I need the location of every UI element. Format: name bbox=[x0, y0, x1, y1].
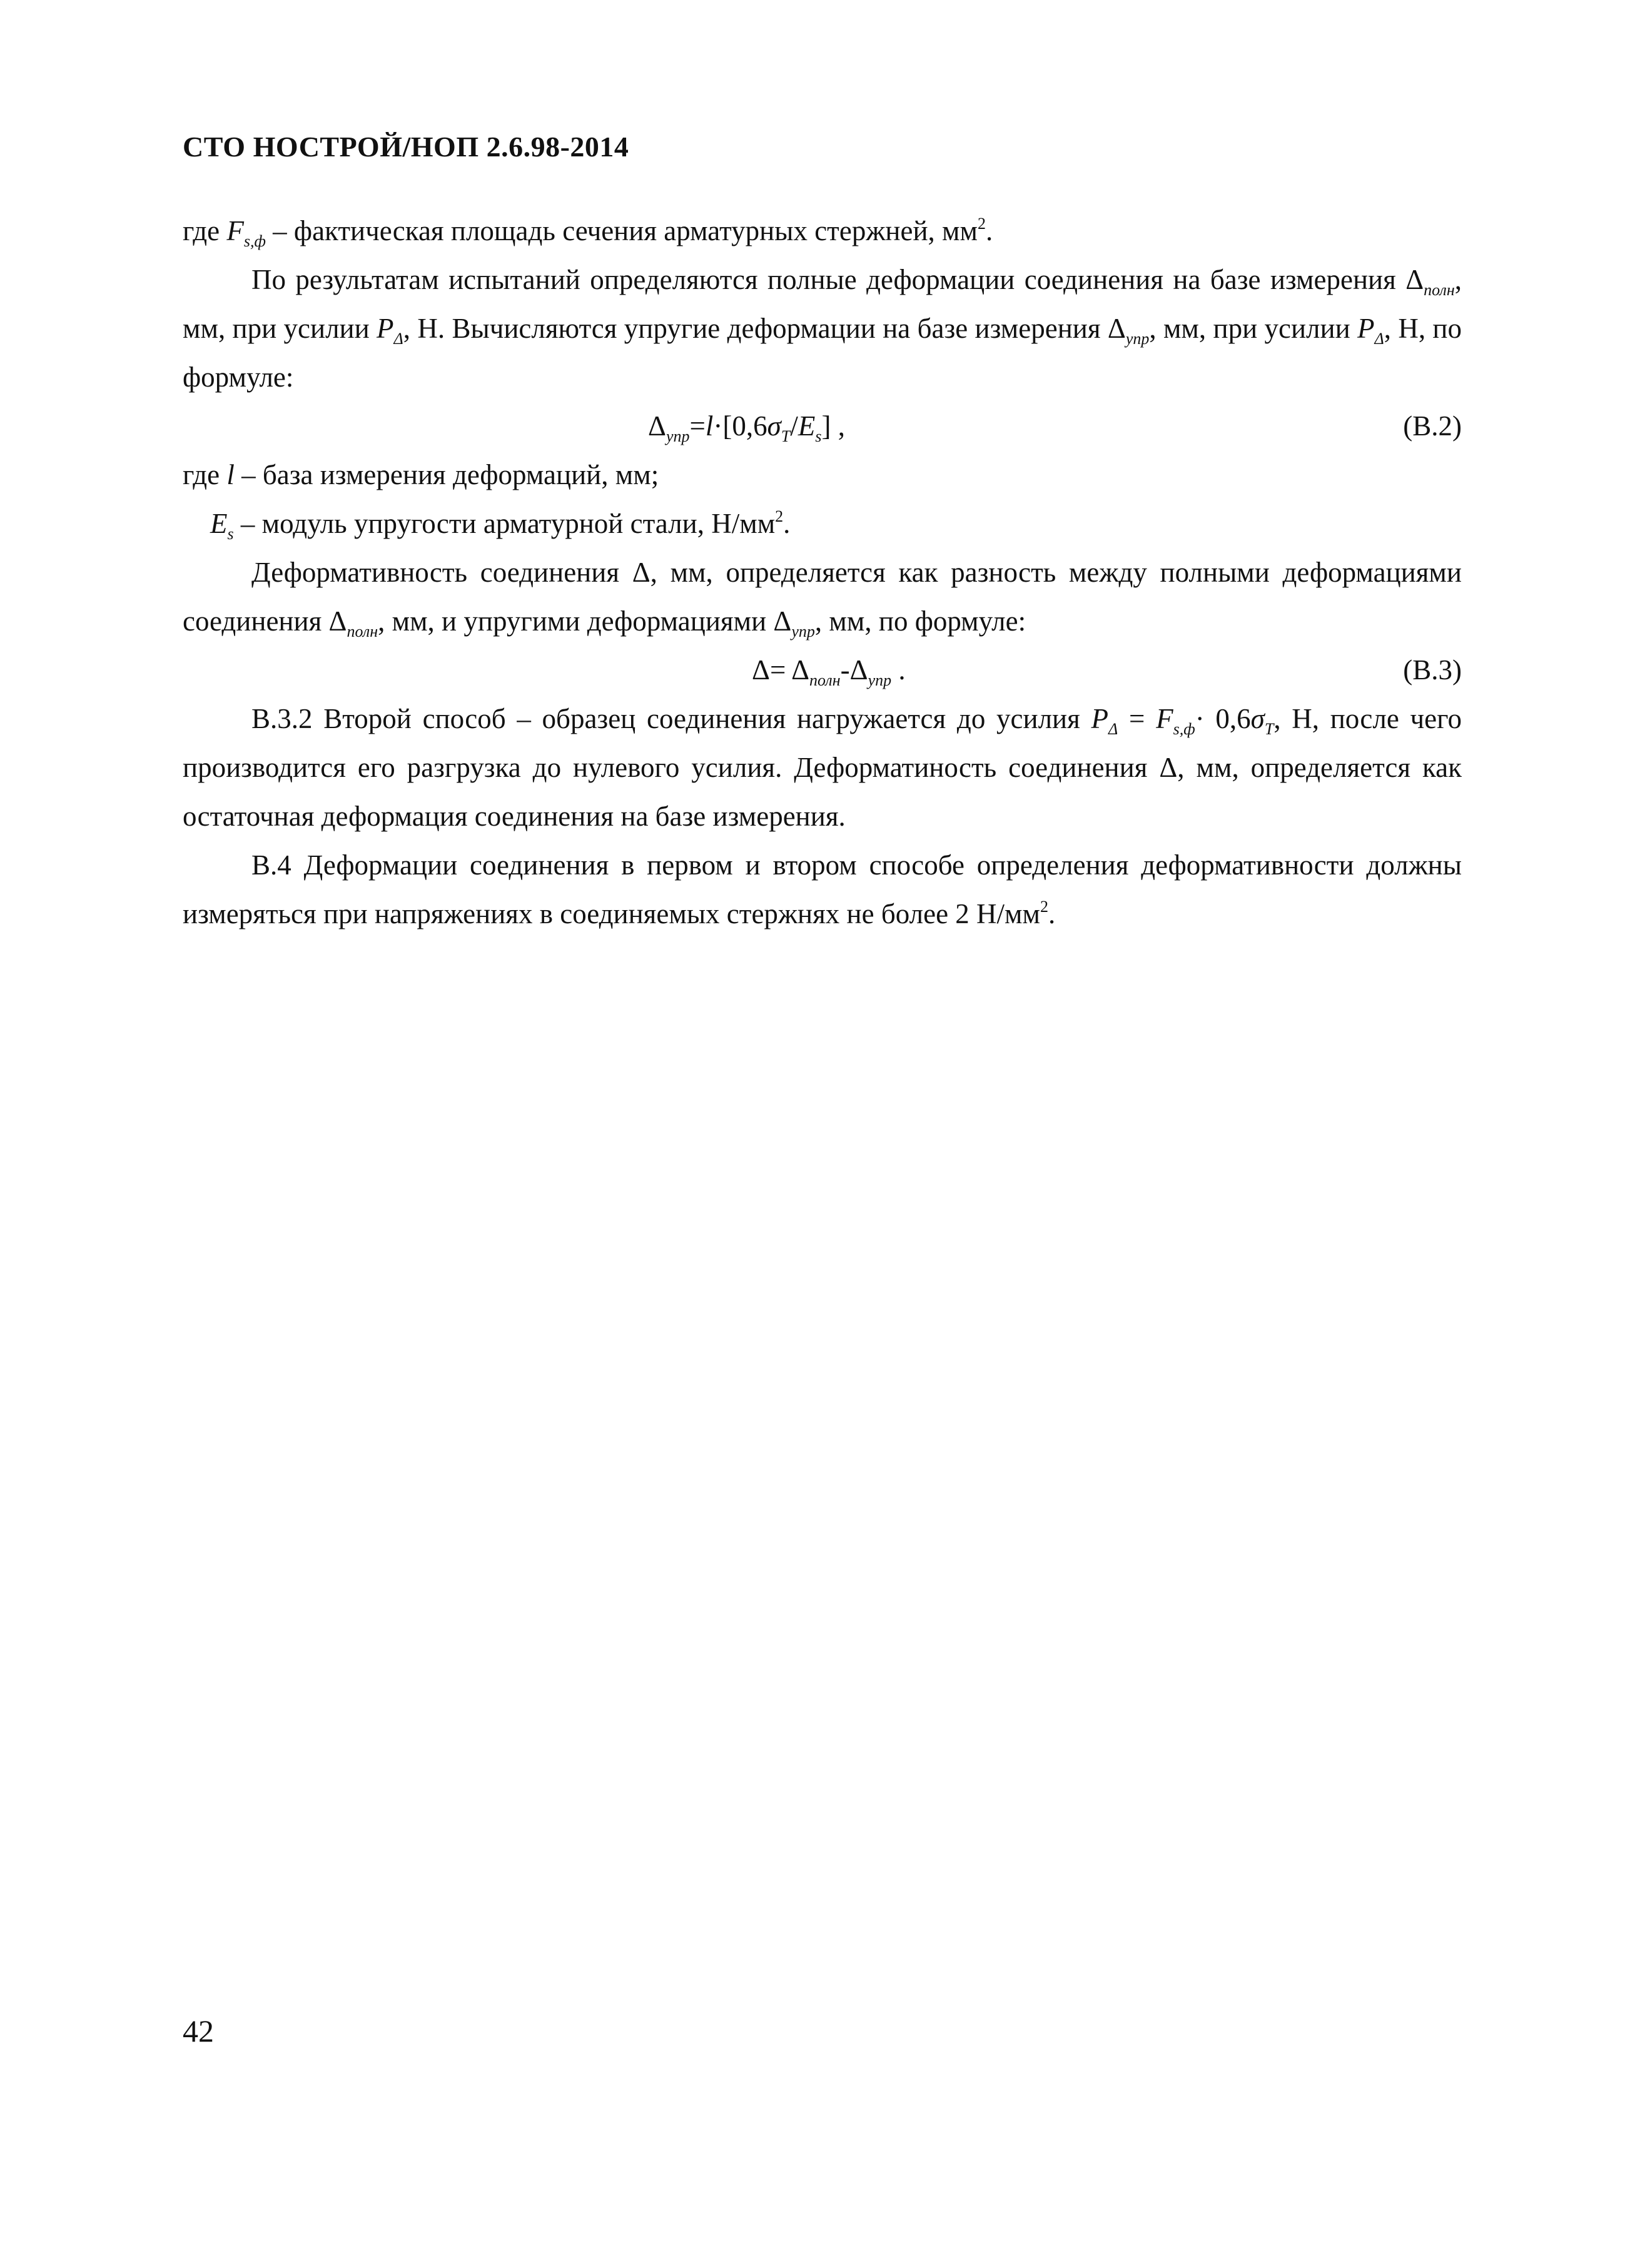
symbol-sigma: σ bbox=[1250, 703, 1265, 734]
formula-b2-row bbox=[183, 402, 1462, 450]
paragraph-where-l: где l – база измерения деформаций, мм; bbox=[183, 459, 659, 490]
paragraph-where-es: $E_s$ – модуль упругости арматурной стали, $Н/мм^2$. bbox=[210, 507, 791, 543]
paragraph-deformability: Деформативность соединения Δ, мм, определяется как разность между полными деформациями соединения $\Delta_{полн}$, мм, и упругими деформациями $\Delta_{упр}$, мм, по формуле: bbox=[183, 557, 1462, 640]
paragraph-test-results: По результатам испытаний определяются полные деформации соединения на базе измерения $\Delta_{полн}$, мм, при усилии $P_\Delta$, Н. Вычисляются упругие деформации на базе измерения $\Delta_{упр}$, мм, при усилии $P_\Delta$, Н, по формуле: bbox=[183, 264, 1462, 393]
page-number: 42 bbox=[183, 2013, 214, 2048]
paragraph-where-fsf: где $F_{s,ф}$ – фактическая площадь сечения арматурных стержней, $мм^2$. bbox=[183, 215, 993, 250]
document-body bbox=[183, 206, 1462, 938]
symbol-e: E bbox=[210, 508, 228, 539]
formula-b3: $\Delta= \Delta_{полн}-\Delta_{упр}$ . bbox=[752, 654, 906, 689]
symbol-p: P bbox=[1091, 703, 1109, 734]
document-header: СТО НОСТРОЙ/НОП 2.6.98-2014 bbox=[183, 131, 629, 163]
equation-number-b2: (В.2) bbox=[1403, 410, 1462, 442]
symbol-f: F bbox=[1156, 703, 1173, 734]
symbol-p: P bbox=[1357, 313, 1375, 344]
formula-b2: $\Delta_{упр}=l\cdot[0,6\sigma_T/E_s]$ , bbox=[648, 410, 845, 445]
paragraph-second-method: В.3.2 Второй способ – образец соединения нагружается до усилия $P_\Delta = F_{s,ф}\cdot 0,6\sigma_T$, Н, после чего производится его разгрузка до нулевого усилия. Деформатиность соединения Δ, мм, определяется как остаточная деформация соединения на базе измерения. bbox=[183, 703, 1462, 832]
equation-number-b3: (В.3) bbox=[1403, 654, 1462, 686]
formula-b3-row bbox=[183, 645, 1462, 694]
symbol-f: F bbox=[226, 215, 244, 246]
symbol-l: l bbox=[226, 459, 235, 490]
symbol-p: P bbox=[377, 313, 394, 344]
paragraph-b4: В.4 Деформации соединения в первом и втором способе определения деформативности должны измеряться при напряжениях в соединяемых стержнях не более 2 $Н/мм^2$. bbox=[183, 849, 1462, 929]
